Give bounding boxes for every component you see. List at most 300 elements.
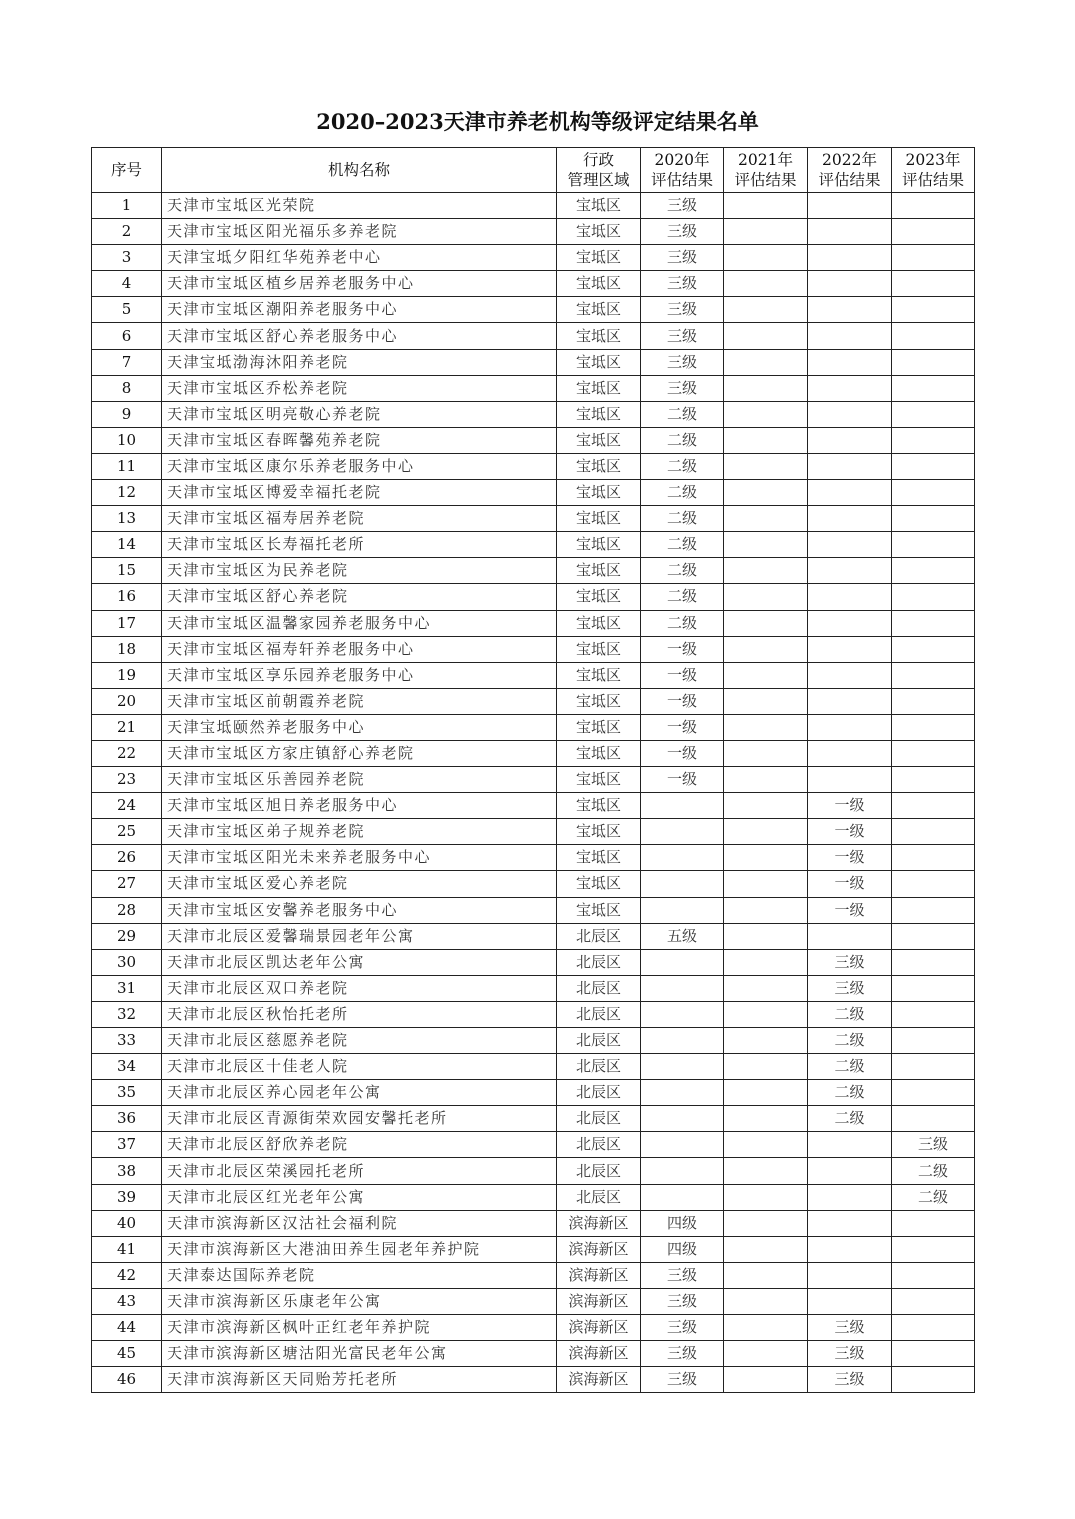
cell-result-2023	[892, 1315, 975, 1341]
cell-result-2021	[724, 297, 808, 323]
table-row	[92, 1106, 975, 1132]
header-2020-line2: 评估结果	[650, 171, 713, 189]
cell-result-2020: 三级	[641, 1315, 724, 1341]
cell-seq: 37	[92, 1132, 162, 1158]
cell-result-2020	[641, 1080, 724, 1106]
cell-result-2020	[641, 819, 724, 845]
cell-institution-name: 天津市北辰区十佳老人院	[162, 1054, 557, 1080]
cell-institution-name: 天津宝坻夕阳红华苑养老中心	[162, 245, 557, 271]
table-row	[92, 1054, 975, 1080]
cell-result-2022	[808, 480, 892, 506]
cell-result-2022	[808, 1184, 892, 1210]
cell-result-2022: 一级	[808, 897, 892, 923]
cell-result-2022	[808, 349, 892, 375]
cell-institution-name: 天津市宝坻区方家庄镇舒心养老院	[162, 740, 557, 766]
cell-result-2021	[724, 1315, 808, 1341]
cell-result-2021	[724, 193, 808, 219]
cell-result-2022	[808, 219, 892, 245]
cell-institution-name: 天津市滨海新区塘沽阳光富民老年公寓	[162, 1341, 557, 1367]
cell-seq: 13	[92, 506, 162, 532]
table-row	[92, 401, 975, 427]
cell-district: 宝坻区	[557, 271, 641, 297]
cell-institution-name: 天津市宝坻区前朝霞养老院	[162, 688, 557, 714]
cell-result-2020	[641, 871, 724, 897]
cell-result-2023	[892, 949, 975, 975]
cell-result-2023	[892, 714, 975, 740]
cell-result-2022: 二级	[808, 1028, 892, 1054]
header-2021	[724, 148, 808, 193]
cell-result-2020	[641, 793, 724, 819]
cell-institution-name: 天津市宝坻区阳光福乐多养老院	[162, 219, 557, 245]
cell-result-2022	[808, 193, 892, 219]
cell-result-2022	[808, 1158, 892, 1184]
cell-result-2023	[892, 1001, 975, 1027]
cell-result-2023	[892, 1288, 975, 1314]
cell-result-2022	[808, 740, 892, 766]
cell-result-2023	[892, 845, 975, 871]
cell-seq: 11	[92, 453, 162, 479]
cell-result-2023: 三级	[892, 1132, 975, 1158]
cell-district: 宝坻区	[557, 767, 641, 793]
cell-result-2021	[724, 1367, 808, 1393]
cell-result-2023	[892, 610, 975, 636]
cell-seq: 18	[92, 636, 162, 662]
cell-result-2021	[724, 793, 808, 819]
header-2020	[641, 148, 724, 193]
cell-result-2020: 三级	[641, 1262, 724, 1288]
header-2021-line2: 评估结果	[734, 171, 797, 189]
cell-result-2021	[724, 1262, 808, 1288]
table-row	[92, 1158, 975, 1184]
table-row	[92, 506, 975, 532]
cell-result-2020	[641, 975, 724, 1001]
cell-result-2023	[892, 1054, 975, 1080]
cell-district: 滨海新区	[557, 1341, 641, 1367]
cell-seq: 8	[92, 375, 162, 401]
cell-seq: 12	[92, 480, 162, 506]
cell-institution-name: 天津市宝坻区潮阳养老服务中心	[162, 297, 557, 323]
cell-institution-name: 天津市宝坻区阳光未来养老服务中心	[162, 845, 557, 871]
cell-result-2022	[808, 453, 892, 479]
cell-district: 宝坻区	[557, 819, 641, 845]
cell-result-2023	[892, 271, 975, 297]
cell-result-2021	[724, 819, 808, 845]
cell-result-2020: 一级	[641, 636, 724, 662]
cell-district: 宝坻区	[557, 401, 641, 427]
cell-result-2023	[892, 897, 975, 923]
cell-result-2020: 二级	[641, 506, 724, 532]
cell-institution-name: 天津宝坻渤海沐阳养老院	[162, 349, 557, 375]
cell-district: 宝坻区	[557, 427, 641, 453]
cell-institution-name: 天津市滨海新区汉沽社会福利院	[162, 1210, 557, 1236]
cell-result-2020	[641, 1106, 724, 1132]
cell-district: 北辰区	[557, 923, 641, 949]
table-header-row	[92, 148, 975, 193]
cell-result-2023	[892, 506, 975, 532]
cell-seq: 32	[92, 1001, 162, 1027]
cell-institution-name: 天津市宝坻区明亮敬心养老院	[162, 401, 557, 427]
cell-district: 宝坻区	[557, 532, 641, 558]
cell-institution-name: 天津市北辰区慈愿养老院	[162, 1028, 557, 1054]
cell-result-2020	[641, 1001, 724, 1027]
cell-seq: 41	[92, 1236, 162, 1262]
cell-district: 滨海新区	[557, 1262, 641, 1288]
cell-result-2023	[892, 1367, 975, 1393]
cell-result-2020	[641, 1028, 724, 1054]
cell-institution-name: 天津泰达国际养老院	[162, 1262, 557, 1288]
cell-result-2022	[808, 1210, 892, 1236]
cell-result-2021	[724, 714, 808, 740]
cell-district: 北辰区	[557, 1184, 641, 1210]
cell-seq: 21	[92, 714, 162, 740]
cell-result-2022	[808, 427, 892, 453]
cell-result-2020: 四级	[641, 1210, 724, 1236]
cell-result-2021	[724, 1054, 808, 1080]
cell-result-2020: 四级	[641, 1236, 724, 1262]
cell-result-2020: 二级	[641, 584, 724, 610]
table-row	[92, 271, 975, 297]
table-row	[92, 688, 975, 714]
cell-result-2020: 一级	[641, 688, 724, 714]
cell-result-2023	[892, 427, 975, 453]
header-2021-line1: 2021年	[738, 151, 793, 169]
cell-result-2023	[892, 662, 975, 688]
table-row	[92, 219, 975, 245]
cell-result-2023	[892, 871, 975, 897]
table-row	[92, 1315, 975, 1341]
cell-district: 宝坻区	[557, 897, 641, 923]
cell-seq: 3	[92, 245, 162, 271]
cell-institution-name: 天津市宝坻区博爱幸福托老院	[162, 480, 557, 506]
cell-institution-name: 天津市宝坻区福寿轩养老服务中心	[162, 636, 557, 662]
table-row	[92, 558, 975, 584]
cell-result-2022: 三级	[808, 975, 892, 1001]
cell-result-2021	[724, 975, 808, 1001]
cell-seq: 28	[92, 897, 162, 923]
header-district-line1: 行政	[582, 151, 614, 169]
header-2020-line1: 2020年	[654, 151, 710, 169]
cell-result-2022: 二级	[808, 1054, 892, 1080]
cell-seq: 46	[92, 1367, 162, 1393]
cell-result-2021	[724, 349, 808, 375]
cell-result-2020: 三级	[641, 1341, 724, 1367]
header-district	[557, 148, 641, 193]
cell-seq: 36	[92, 1106, 162, 1132]
cell-seq: 17	[92, 610, 162, 636]
header-name: 机构名称	[162, 148, 557, 193]
table-row	[92, 740, 975, 766]
cell-district: 宝坻区	[557, 871, 641, 897]
cell-result-2020: 三级	[641, 219, 724, 245]
cell-result-2021	[724, 1080, 808, 1106]
cell-institution-name: 天津市北辰区红光老年公寓	[162, 1184, 557, 1210]
cell-result-2020: 三级	[641, 349, 724, 375]
table-row	[92, 480, 975, 506]
cell-district: 北辰区	[557, 1054, 641, 1080]
header-2023-line1: 2023年	[905, 151, 961, 169]
cell-institution-name: 天津宝坻颐然养老服务中心	[162, 714, 557, 740]
cell-district: 宝坻区	[557, 610, 641, 636]
cell-district: 宝坻区	[557, 688, 641, 714]
cell-seq: 20	[92, 688, 162, 714]
cell-result-2021	[724, 1158, 808, 1184]
cell-result-2023	[892, 923, 975, 949]
header-2022	[808, 148, 892, 193]
cell-result-2020	[641, 1158, 724, 1184]
cell-institution-name: 天津市宝坻区舒心养老服务中心	[162, 323, 557, 349]
cell-result-2022: 一级	[808, 793, 892, 819]
cell-result-2021	[724, 480, 808, 506]
cell-institution-name: 天津市宝坻区长寿福托老所	[162, 532, 557, 558]
cell-seq: 10	[92, 427, 162, 453]
cell-result-2022: 一级	[808, 845, 892, 871]
cell-institution-name: 天津市北辰区双口养老院	[162, 975, 557, 1001]
cell-result-2023	[892, 1106, 975, 1132]
table-row	[92, 1210, 975, 1236]
cell-result-2021	[724, 271, 808, 297]
table-row	[92, 949, 975, 975]
cell-result-2020: 二级	[641, 427, 724, 453]
cell-district: 宝坻区	[557, 636, 641, 662]
cell-result-2022: 一级	[808, 819, 892, 845]
cell-seq: 25	[92, 819, 162, 845]
cell-result-2021	[724, 558, 808, 584]
cell-result-2023	[892, 1341, 975, 1367]
cell-institution-name: 天津市滨海新区大港油田养生园老年养护院	[162, 1236, 557, 1262]
cell-result-2020: 一级	[641, 740, 724, 766]
cell-result-2023	[892, 793, 975, 819]
cell-result-2021	[724, 845, 808, 871]
cell-district: 宝坻区	[557, 375, 641, 401]
table-row	[92, 323, 975, 349]
cell-seq: 9	[92, 401, 162, 427]
cell-seq: 27	[92, 871, 162, 897]
cell-result-2020: 三级	[641, 245, 724, 271]
cell-seq: 1	[92, 193, 162, 219]
cell-result-2023: 二级	[892, 1184, 975, 1210]
cell-seq: 33	[92, 1028, 162, 1054]
cell-seq: 16	[92, 584, 162, 610]
cell-institution-name: 天津市北辰区青源街荣欢园安馨托老所	[162, 1106, 557, 1132]
cell-result-2022: 一级	[808, 871, 892, 897]
cell-district: 宝坻区	[557, 662, 641, 688]
cell-result-2020: 一级	[641, 767, 724, 793]
cell-result-2023: 二级	[892, 1158, 975, 1184]
cell-result-2022	[808, 1288, 892, 1314]
cell-institution-name: 天津市北辰区舒欣养老院	[162, 1132, 557, 1158]
table-body	[92, 193, 975, 1393]
cell-result-2020	[641, 897, 724, 923]
cell-result-2023	[892, 740, 975, 766]
cell-institution-name: 天津市宝坻区康尔乐养老服务中心	[162, 453, 557, 479]
cell-institution-name: 天津市宝坻区温馨家园养老服务中心	[162, 610, 557, 636]
cell-district: 宝坻区	[557, 845, 641, 871]
cell-result-2022	[808, 767, 892, 793]
cell-district: 滨海新区	[557, 1315, 641, 1341]
table-row	[92, 975, 975, 1001]
cell-seq: 7	[92, 349, 162, 375]
cell-result-2022	[808, 245, 892, 271]
cell-result-2022	[808, 375, 892, 401]
table-row	[92, 245, 975, 271]
cell-result-2022	[808, 923, 892, 949]
cell-institution-name: 天津市宝坻区爱心养老院	[162, 871, 557, 897]
cell-seq: 15	[92, 558, 162, 584]
cell-result-2022	[808, 271, 892, 297]
cell-result-2021	[724, 375, 808, 401]
header-2023	[892, 148, 975, 193]
table-row	[92, 1262, 975, 1288]
cell-district: 宝坻区	[557, 349, 641, 375]
cell-result-2022	[808, 610, 892, 636]
table-row	[92, 662, 975, 688]
cell-result-2021	[724, 1236, 808, 1262]
cell-result-2020: 三级	[641, 271, 724, 297]
cell-result-2023	[892, 688, 975, 714]
cell-result-2021	[724, 767, 808, 793]
table-row	[92, 1028, 975, 1054]
cell-result-2021	[724, 949, 808, 975]
cell-district: 北辰区	[557, 949, 641, 975]
cell-result-2021	[724, 506, 808, 532]
cell-result-2022	[808, 636, 892, 662]
cell-result-2020	[641, 1184, 724, 1210]
table-row	[92, 297, 975, 323]
cell-district: 滨海新区	[557, 1210, 641, 1236]
cell-result-2021	[724, 584, 808, 610]
cell-result-2021	[724, 1001, 808, 1027]
cell-institution-name: 天津市滨海新区枫叶正红老年养护院	[162, 1315, 557, 1341]
cell-result-2022	[808, 401, 892, 427]
cell-result-2020	[641, 1132, 724, 1158]
cell-result-2022	[808, 688, 892, 714]
cell-result-2020: 一级	[641, 714, 724, 740]
cell-seq: 6	[92, 323, 162, 349]
cell-result-2021	[724, 1184, 808, 1210]
cell-district: 北辰区	[557, 1106, 641, 1132]
cell-seq: 24	[92, 793, 162, 819]
table-row	[92, 532, 975, 558]
cell-result-2023	[892, 1236, 975, 1262]
cell-result-2023	[892, 975, 975, 1001]
cell-result-2020	[641, 845, 724, 871]
cell-seq: 42	[92, 1262, 162, 1288]
cell-result-2023	[892, 401, 975, 427]
cell-result-2023	[892, 636, 975, 662]
cell-seq: 4	[92, 271, 162, 297]
rating-results-table	[91, 147, 975, 1393]
table-row	[92, 453, 975, 479]
cell-result-2021	[724, 401, 808, 427]
table-row	[92, 610, 975, 636]
cell-result-2023	[892, 219, 975, 245]
cell-result-2020: 二级	[641, 401, 724, 427]
cell-district: 滨海新区	[557, 1236, 641, 1262]
cell-result-2021	[724, 1106, 808, 1132]
cell-seq: 39	[92, 1184, 162, 1210]
cell-institution-name: 天津市宝坻区享乐园养老服务中心	[162, 662, 557, 688]
cell-result-2022: 三级	[808, 1341, 892, 1367]
cell-result-2020: 三级	[641, 1288, 724, 1314]
cell-result-2023	[892, 767, 975, 793]
cell-district: 北辰区	[557, 975, 641, 1001]
cell-seq: 19	[92, 662, 162, 688]
cell-result-2021	[724, 636, 808, 662]
cell-result-2021	[724, 740, 808, 766]
cell-result-2021	[724, 1341, 808, 1367]
table-row	[92, 714, 975, 740]
table-row	[92, 1367, 975, 1393]
cell-district: 宝坻区	[557, 584, 641, 610]
cell-result-2022	[808, 1132, 892, 1158]
cell-result-2023	[892, 1028, 975, 1054]
cell-district: 宝坻区	[557, 558, 641, 584]
cell-result-2021	[724, 662, 808, 688]
cell-result-2023	[892, 349, 975, 375]
cell-institution-name: 天津市宝坻区安馨养老服务中心	[162, 897, 557, 923]
cell-institution-name: 天津市北辰区爱馨瑞景园老年公寓	[162, 923, 557, 949]
cell-result-2021	[724, 219, 808, 245]
cell-institution-name: 天津市宝坻区光荣院	[162, 193, 557, 219]
cell-institution-name: 天津市北辰区荣溪园托老所	[162, 1158, 557, 1184]
table-row	[92, 349, 975, 375]
cell-result-2023	[892, 1210, 975, 1236]
cell-district: 滨海新区	[557, 1288, 641, 1314]
cell-result-2020: 二级	[641, 453, 724, 479]
cell-district: 滨海新区	[557, 1367, 641, 1393]
cell-seq: 31	[92, 975, 162, 1001]
cell-institution-name: 天津市宝坻区为民养老院	[162, 558, 557, 584]
cell-district: 宝坻区	[557, 480, 641, 506]
table-row	[92, 1341, 975, 1367]
cell-district: 宝坻区	[557, 245, 641, 271]
cell-district: 宝坻区	[557, 323, 641, 349]
cell-seq: 14	[92, 532, 162, 558]
cell-institution-name: 天津市宝坻区舒心养老院	[162, 584, 557, 610]
cell-result-2020: 一级	[641, 662, 724, 688]
cell-seq: 29	[92, 923, 162, 949]
cell-result-2021	[724, 1288, 808, 1314]
cell-seq: 5	[92, 297, 162, 323]
cell-result-2021	[724, 427, 808, 453]
table-row	[92, 1132, 975, 1158]
table-row	[92, 897, 975, 923]
cell-result-2020: 二级	[641, 610, 724, 636]
table-row	[92, 767, 975, 793]
cell-district: 宝坻区	[557, 297, 641, 323]
table-row	[92, 1184, 975, 1210]
cell-institution-name: 天津市宝坻区弟子规养老院	[162, 819, 557, 845]
cell-seq: 26	[92, 845, 162, 871]
cell-result-2022	[808, 532, 892, 558]
cell-result-2020: 二级	[641, 480, 724, 506]
cell-result-2020: 三级	[641, 1367, 724, 1393]
cell-result-2021	[724, 923, 808, 949]
cell-institution-name: 天津市宝坻区旭日养老服务中心	[162, 793, 557, 819]
table-row	[92, 427, 975, 453]
cell-result-2021	[724, 532, 808, 558]
cell-result-2022	[808, 506, 892, 532]
cell-district: 北辰区	[557, 1132, 641, 1158]
table-row	[92, 871, 975, 897]
cell-result-2020: 五级	[641, 923, 724, 949]
cell-result-2022	[808, 558, 892, 584]
table-row	[92, 193, 975, 219]
cell-result-2023	[892, 297, 975, 323]
cell-result-2021	[724, 871, 808, 897]
cell-seq: 2	[92, 219, 162, 245]
cell-result-2021	[724, 1132, 808, 1158]
